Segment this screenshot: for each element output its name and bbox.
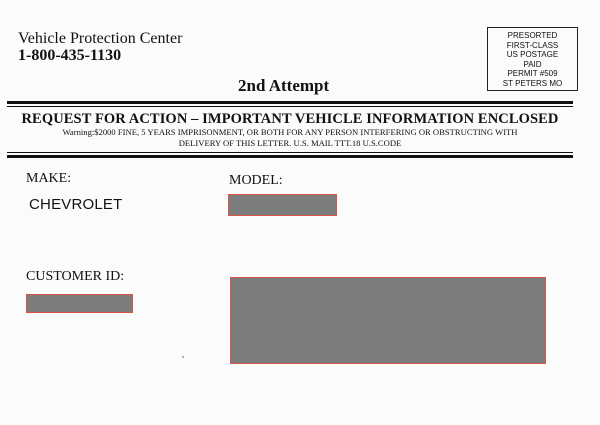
attempt-label: 2nd Attempt: [238, 76, 330, 95]
model-redaction: [228, 194, 337, 216]
make-value: CHEVROLET: [29, 196, 123, 213]
top-thick-rule: [7, 101, 573, 104]
bottom-thin-rule: [7, 152, 573, 153]
postage-line: FIRST-CLASS: [506, 40, 559, 50]
warning-text: [7, 127, 573, 148]
customer-id-redaction: [26, 294, 133, 313]
postage-line: PRESORTED: [507, 31, 558, 40]
postage-line: US POSTAGE: [506, 50, 559, 60]
model-label: MODEL:: [229, 173, 283, 188]
customer-id-label: CUSTOMER ID:: [26, 269, 125, 284]
postage-line: PAID: [523, 59, 542, 69]
make-label: MAKE:: [26, 171, 72, 186]
top-thin-rule: [7, 106, 573, 107]
postage-line: ST PETERS MO: [502, 78, 563, 88]
postage-line: PERMIT #509: [507, 69, 558, 79]
paper-speck: [182, 356, 184, 358]
warning-line-1: Warning:$2000 FINE, 5 YEARS IMPRISONMENT, OR BOTH FOR ANY PERSON INTERFERING OR OBSTRUCTING WITH: [62, 127, 518, 137]
headline: REQUEST FOR ACTION – IMPORTANT VEHICLE INFORMATION ENCLOSED: [21, 111, 559, 127]
address-redaction: [230, 277, 546, 364]
postage-indicia: [487, 27, 578, 91]
bottom-thick-rule: [7, 155, 573, 158]
warning-line-2: DELIVERY OF THIS LETTER. U.S. MAIL TTT.18 U.S.CODE: [178, 137, 402, 148]
sender-phone: 1-800-435-1130: [18, 47, 122, 64]
sender-name: Vehicle Protection Center: [18, 30, 183, 47]
